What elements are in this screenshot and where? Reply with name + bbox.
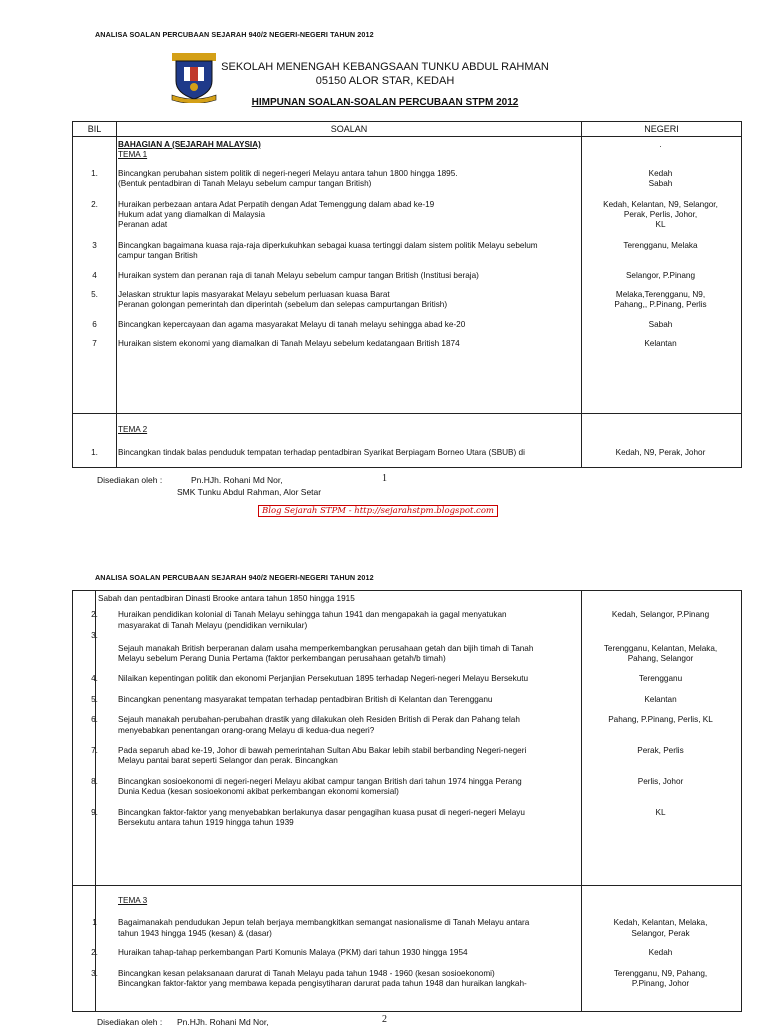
- states-text: Kedah, Selangor, P.Pinang: [611, 610, 710, 620]
- table-row: [73, 320, 741, 330]
- page-number: 1: [382, 473, 387, 484]
- row-number: 6: [92, 319, 97, 329]
- page2-header: ANALISA SOALAN PERCUBAAN SEJARAH 940/2 NEGERI-NEGERI TAHUN 2012: [95, 573, 374, 582]
- row-number: 4.: [91, 674, 98, 684]
- row-number: 7: [92, 339, 97, 349]
- blog-link[interactable]: Blog Sejarah STPM - http://sejarahstpm.blogspot.com: [258, 505, 498, 517]
- states-text: Kedah, Kelantan, N9, Selangor, Perak, Perlis, Johor, KL: [603, 199, 718, 230]
- tema-1-heading: TEMA 1: [118, 150, 148, 160]
- states-text: Kelantan: [644, 339, 677, 349]
- tema-3-heading: TEMA 3: [118, 896, 148, 905]
- row-number: 8.: [91, 776, 98, 786]
- table-row: [73, 200, 741, 231]
- question-text: Pada separuh abad ke-19, Johor di bawah pemerintahan Sultan Abu Bakar lebih stabil berbanding Negeri-negeri Melayu pantai barat seperti Selangor dan perak. Bincangkan: [118, 746, 527, 766]
- table-row: [73, 948, 741, 958]
- row-number: 5.: [91, 694, 98, 704]
- question-text: Bagaimanakah pendudukan Jepun telah berjaya membangkitkan semangat nasionalisme di Tanah Melayu antara tahun 1943 hingga 1945 (kesan) & (dasar): [118, 918, 530, 938]
- states-text: KL: [655, 807, 666, 817]
- dot-mark: .: [659, 140, 662, 149]
- tema-2-heading: TEMA 2: [118, 425, 148, 434]
- question-text: Bincangkan kesan pelaksanaan darurat di Tanah Melayu pada tahun 1948 - 1960 (kesan sosioekonomi) Bincangkan faktor-faktor yang membawa kepada pengisytiharan darurat pada tahun 1948 dan huraikan langkah-: [118, 968, 527, 989]
- row-number: 9.: [91, 807, 98, 817]
- states-text: Terengganu: [638, 674, 683, 684]
- row-number: 7.: [91, 746, 98, 756]
- continued-text: Sabah dan pentadbiran Dinasti Brooke antara tahun 1850 hingga 1915: [98, 594, 355, 603]
- footer-label-2: Disediakan oleh :: [97, 1017, 163, 1027]
- question-text: Huraikan pendidikan kolonial di Tanah Melayu sehingga tahun 1941 dan mengapakah ia gagal menyatukan masyarakat di Tanah Melayu (pendidikan vernikular): [118, 610, 507, 630]
- row-number: 5.: [91, 290, 98, 300]
- question-text: Bincangkan sosioekonomi di negeri-negeri Melayu akibat campur tangan British dari tahun 1974 hingga Perang Dunia Kedua (kesan sosioekonomi akibat perkembangan ekonomi komersial): [118, 776, 522, 797]
- row-number: 2.: [91, 199, 98, 209]
- table-row: [73, 644, 741, 665]
- column-header-bil: BIL: [73, 122, 117, 136]
- question-text: Bincangkan kepercayaan dan agama masyarakat Melayu di tanah melayu sehingga abad ke-20: [118, 319, 466, 329]
- table-row: [73, 241, 741, 262]
- question-text: Bincangkan faktor-faktor yang menyebabkan berlakunya dasar pengagihan kuasa pusat di negeri-negeri Melayu Bersekutu antara tahun 1919 hingga tahun 1939: [118, 807, 525, 828]
- row-number: 2.: [91, 948, 98, 958]
- footer-school: SMK Tunku Abdul Rahman, Alor Setar: [177, 487, 322, 497]
- table-row: [73, 610, 741, 641]
- states-text: Melaka,Terengganu, N9, Pahang,, P.Pinang, Perlis: [614, 290, 707, 310]
- row-number: 3.: [91, 968, 98, 978]
- question-text: Huraikan tahap-tahap perkembangan Parti Komunis Malaya (PKM) dari tahun 1930 hingga 1954: [118, 948, 468, 958]
- table-row: [73, 777, 741, 798]
- question-text: Huraikan perbezaan antara Adat Perpatih dengan Adat Temenggung dalam abad ke-19 Hukum adat yang diamalkan di Malaysia Peranan adat: [118, 199, 435, 230]
- question-text: Bincangkan penentang masyarakat tempatan terhadap pentadbiran British di Kelantan dan Terengganu: [118, 694, 493, 704]
- page1-header: ANALISA SOALAN PERCUBAAN SEJARAH 940/2 NEGERI-NEGERI TAHUN 2012: [95, 30, 374, 39]
- row-number: 1.: [91, 168, 98, 178]
- states-text: Perak, Perlis: [637, 746, 684, 756]
- row-number: 1.: [91, 448, 98, 458]
- row-number: 3: [92, 240, 97, 250]
- row-number: 1: [92, 918, 97, 928]
- states-text: Kedah, N9, Perak, Johor: [615, 448, 706, 458]
- row-number: [73, 644, 116, 665]
- questions-table-page1: [72, 121, 742, 468]
- table-row: [73, 339, 741, 349]
- table-row: [73, 695, 741, 705]
- question-text: Jelaskan struktur lapis masyarakat Melayu sebelum perluasan kuasa Barat Peranan golongan pemerintah dan diperintah (sebelum dan selepas campurtangan British): [118, 290, 448, 310]
- school-name: SEKOLAH MENENGAH KEBANGSAAN TUNKU ABDUL RAHMAN: [221, 61, 549, 73]
- states-text: Terengganu, N9, Pahang, P.Pinang, Johor: [613, 968, 708, 989]
- question-text: Sejauh manakah British berperanan dalam usaha memperkembangkan perusahaan getah dan bijih timah di Tanah Melayu sebelum Perang Dunia Pertama (faktor perkembangan perusahaan getah/b timah): [118, 643, 534, 664]
- table-row: [73, 808, 741, 829]
- footer-name-2: Pn.HJh. Rohani Md Nor,: [176, 1017, 269, 1027]
- questions-table-page2: [72, 590, 742, 1012]
- states-text: Perlis, Johor: [637, 776, 684, 786]
- question-text: Bincangkan perubahan sistem politik di negeri-negeri Melayu antara tahun 1800 hingga 1895. (Bentuk pentadbiran di Tanah Melayu sebelum campur tangan British): [118, 168, 458, 189]
- states-text: Terengganu, Kelantan, Melaka, Pahang, Selangor: [603, 643, 718, 664]
- question-text: Huraikan sistem ekonomi yang diamalkan di Tanah Melayu sebelum kedatangaan British 1874: [118, 339, 460, 349]
- row-number: 2. 3.: [91, 610, 98, 641]
- row-number: 4: [92, 270, 97, 280]
- school-crest-icon: [170, 51, 218, 103]
- table-row: [73, 169, 741, 190]
- document-title: HIMPUNAN SOALAN-SOALAN PERCUBAAN STPM 2012: [251, 97, 519, 108]
- table-row: [73, 715, 741, 736]
- footer-name: Pn.HJh. Rohani Md Nor,: [190, 475, 283, 485]
- states-text: Kedah, Kelantan, Melaka, Selangor, Perak: [613, 918, 708, 938]
- school-address: 05150 ALOR STAR, KEDAH: [315, 75, 455, 87]
- question-text: Sejauh manakah perubahan-perubahan drastik yang dilakukan oleh Residen British di Perak dan Pahang telah menyebabkan penentangan orang-orang Melayu di kedua-dua negeri?: [118, 715, 520, 735]
- table-row: [73, 918, 741, 939]
- question-text: Bincangkan bagaimana kuasa raja-raja diperkukuhkan sebagai kuasa tertinggi dalam sistem politik Melayu sebelum campur tangan British: [118, 240, 538, 261]
- table-row: [73, 746, 741, 767]
- states-text: Terengganu, Melaka: [623, 240, 698, 250]
- table-row: [73, 969, 741, 990]
- row-number: 6.: [91, 715, 98, 725]
- table-row: [73, 674, 741, 684]
- footer-label: Disediakan oleh :: [97, 475, 163, 485]
- question-text: Nilaikan kepentingan politik dan ekonomi Perjanjian Persekutuan 1895 terhadap Negeri-negeri Melayu Bersekutu: [118, 674, 529, 684]
- column-header-negeri: NEGERI: [644, 124, 679, 134]
- question-text: Bincangkan tindak balas penduduk tempatan terhadap pentadbiran Syarikat Berpiagam Borneo Utara (SBUB) di: [118, 448, 525, 458]
- states-text: Kedah Sabah: [648, 168, 673, 189]
- table-row: [73, 290, 741, 311]
- states-text: Sabah: [648, 319, 673, 329]
- states-text: Selangor, P.Pinang: [625, 270, 696, 280]
- page-number-2: 2: [382, 1014, 387, 1025]
- states-text: Kedah: [648, 948, 673, 958]
- states-text: Kelantan: [644, 694, 677, 704]
- column-header-soalan: SOALAN: [117, 122, 582, 136]
- question-text: Huraikan system dan peranan raja di tanah Melayu sebelum campur tangan British (Institusi beraja): [118, 270, 479, 280]
- section-heading: BAHAGIAN A (SEJARAH MALAYSIA): [118, 140, 261, 149]
- states-text: Pahang, P.Pinang, Perlis, KL: [608, 715, 713, 725]
- table-row: [73, 271, 741, 281]
